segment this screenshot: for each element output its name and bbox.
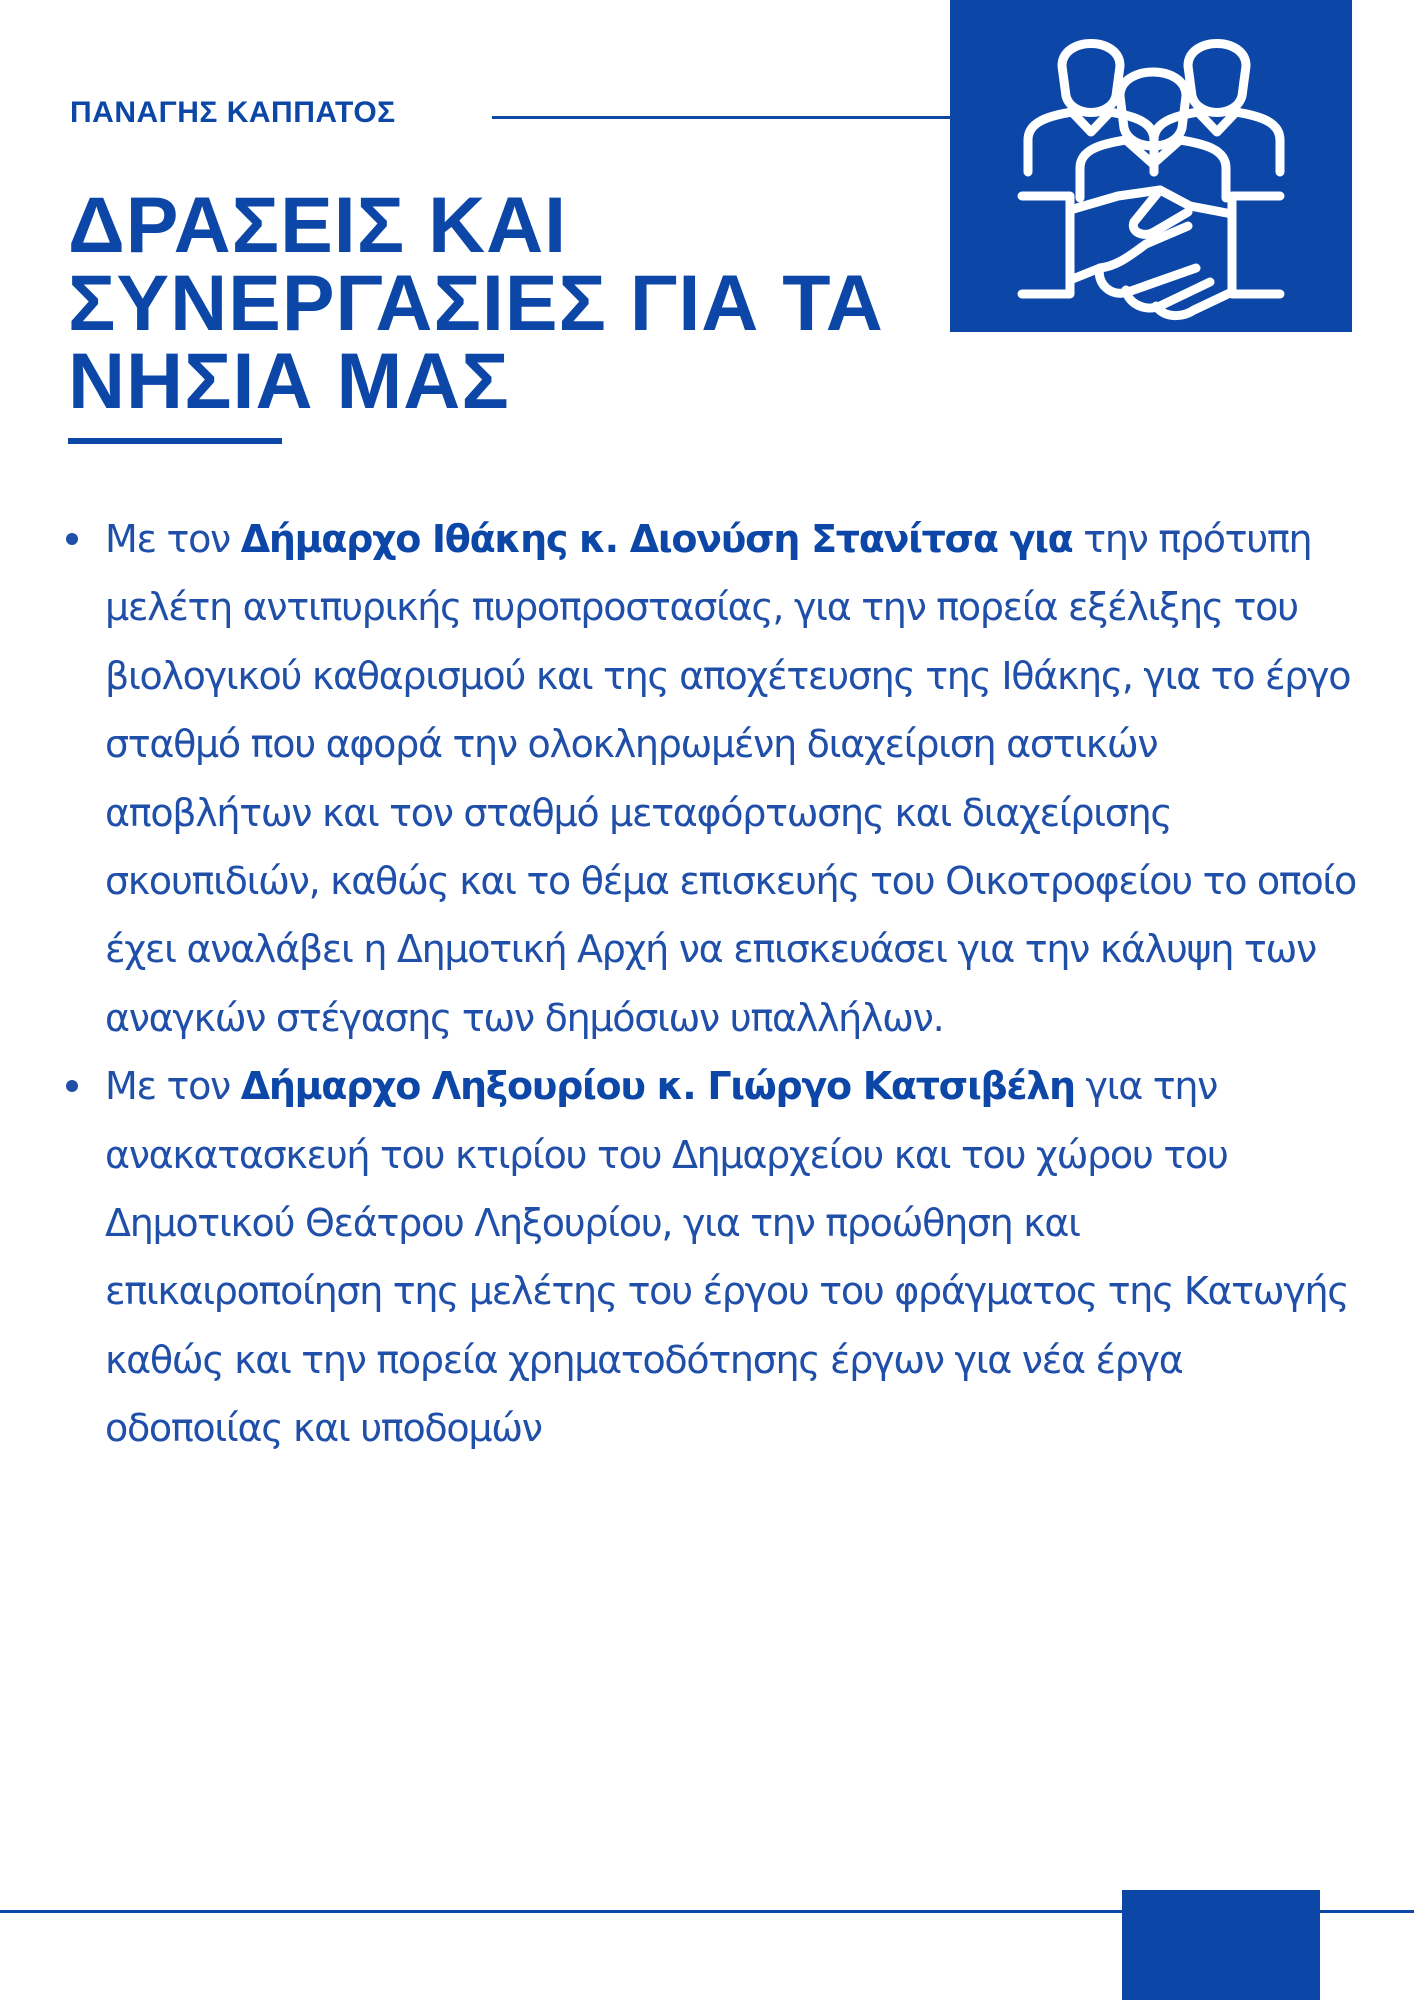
list-item-ithaca <box>66 505 1356 1052</box>
logo-panel <box>950 0 1352 332</box>
item-text: την πρότυπη μελέτη αντιπυρικής πυροπροστασίας, για την πορεία εξέλιξης του βιολογικού καθαρισμού και της αποχέτευσης της Ιθάκης, για το έργο σταθμό που αφορά την ολοκληρωμένη διαχείριση αστικών αποβλήτων και τον σταθμό μεταφόρτωσης και διαχείρισης σκουπιδιών, καθώς και το θέμα επισκευής του Οικοτροφείου το οποίο έχει αναλάβει η Δημοτική Αρχή να επισκευάσει για την κάλυψη των αναγκών στέγασης των δημόσιων υπαλλήλων. <box>105 517 1356 1040</box>
footer-block <box>1122 1890 1320 2000</box>
bullet-icon <box>66 1080 78 1092</box>
list-item-lixouri <box>66 1052 1356 1462</box>
item-prefix: Με τον <box>105 1064 241 1109</box>
title-line-2: ΣΥΝΕΡΓΑΣΙΕΣ ΓΙΑ ΤΑ <box>68 258 884 347</box>
item-highlight: Δήμαρχο Ιθάκης κ. Διονύση Στανίτσα για <box>240 517 1073 561</box>
item-prefix: Με τον <box>105 517 241 561</box>
item-text: για την ανακατασκευή του κτιρίου του Δημαρχείου και του χώρου του Δημοτικού Θεάτρου Ληξουρίου, για την προώθηση και επικαιροποίηση της μελέτης του έργου του φράγματος της Κατωγής καθώς και την πορεία χρηματοδότησης έργων για νέα έργα οδοποιίας και υποδομών <box>105 1064 1349 1451</box>
actions-list <box>66 505 1356 1463</box>
page-title <box>68 180 928 425</box>
title-underline <box>68 438 282 444</box>
bullet-icon <box>66 533 78 545</box>
people-handshake-icon <box>950 0 1352 332</box>
item-highlight: Δήμαρχο Ληξουρίου κ. Γιώργο Κατσιβέλη <box>240 1064 1075 1109</box>
title-line-1: ΔΡΑΣΕΙΣ ΚΑΙ <box>68 180 568 269</box>
title-line-3: ΝΗΣΙΑ ΜΑΣ <box>68 336 510 425</box>
author-divider <box>492 116 952 119</box>
author-name: ΠΑΝΑΓΗΣ ΚΑΠΠΑΤΟΣ <box>70 96 396 129</box>
